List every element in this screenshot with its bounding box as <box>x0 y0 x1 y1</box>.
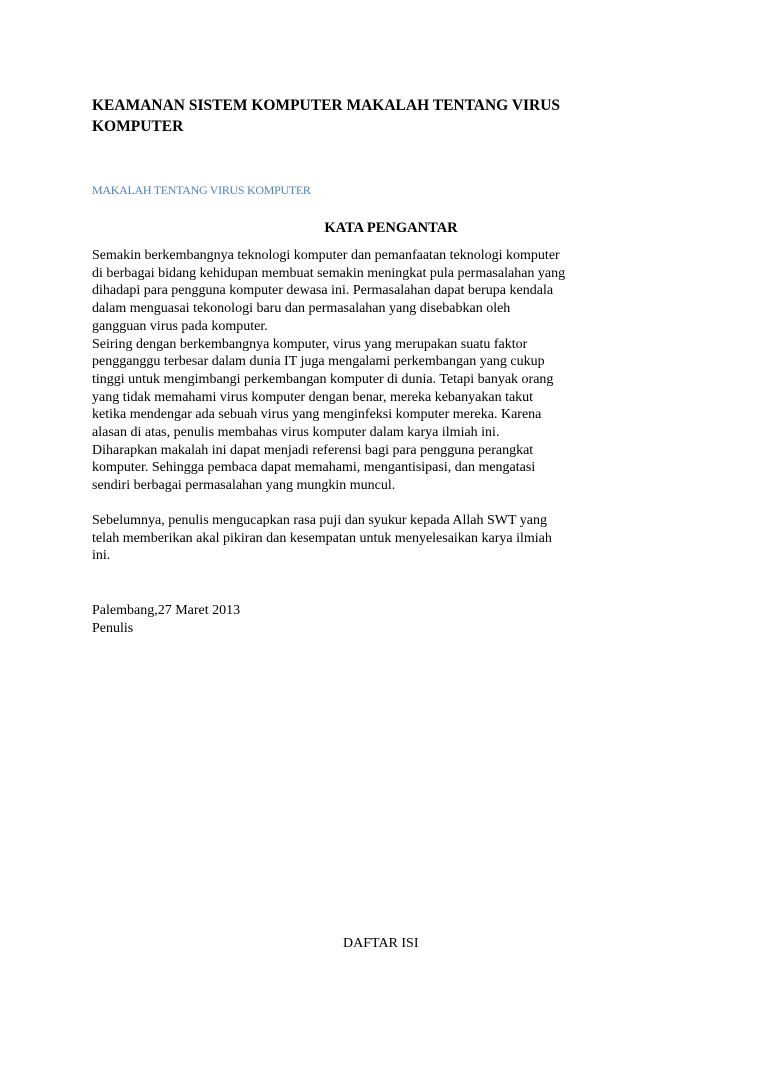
section-heading-kata-pengantar <box>0 218 768 238</box>
document-title: KEAMANAN SISTEM KOMPUTER MAKALAH TENTANG VIRUS KOMPUTER <box>92 97 561 135</box>
section-heading-label: KATA PENGANTAR <box>324 220 458 236</box>
paragraph-introduction: Semakin berkembangnya teknologi komputer dan pemanfaatan teknologi komputer di berbagai bidang kehidupan membuat semakin meningkat pula permasalahan yang dihadapi para pengguna komputer dewasa ini. Permasalahan dapat berupa kendala dalam menguasai tekonologi baru dan permasalahan yang disebabkan oleh gangguan virus pada komputer. Seiring dengan berkembangnya komputer, virus yang merupakan suatu faktor pengganggu terbesar dalam dunia IT juga mengalami perkembangan yang cukup tinggi untuk mengimbangi perkembangan komputer di dunia. Tetapi banyak orang yang tidak memahami virus komputer dengan benar, mereka kebanyakan takut ketika mendengar ada sebuah virus yang menginfeksi komputer mereka. Karena alasan di atas, penulis membahas virus komputer dalam karya ilmiah ini. Diharapkan makalah ini dapat menjadi referensi bagi para pengguna perangkat komputer. Sehingga pembaca dapat memahami, mengantisipasi, dan mengatasi sendiri berbagai permasalahan yang mungkin muncul. <box>92 248 566 494</box>
toc-heading: DAFTAR ISI <box>343 936 419 951</box>
paragraph-acknowledgement: Sebelumnya, penulis mengucapkan rasa puji dan syukur kepada Allah SWT yang telah memberikan akal pikiran dan kesempatan untuk menyelesaikan karya ilmiah ini. <box>92 513 552 564</box>
document-subtitle: MAKALAH TENTANG VIRUS KOMPUTER <box>92 183 311 197</box>
signature-block: Palembang,27 Maret 2013 Penulis <box>92 603 241 636</box>
